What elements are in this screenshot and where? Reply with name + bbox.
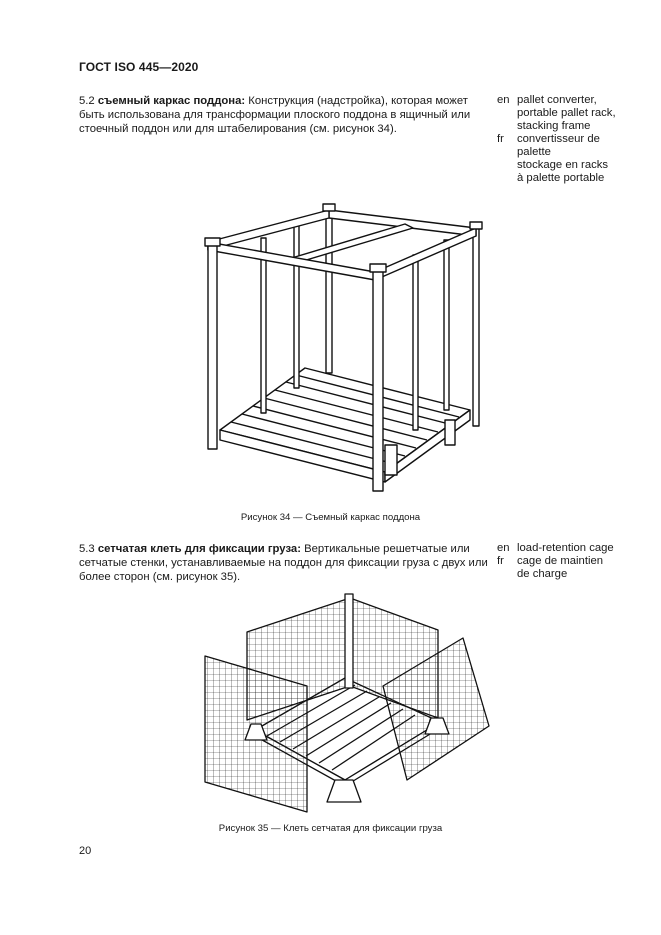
- standard-header: ГОСТ ISO 445—2020: [79, 60, 199, 74]
- translations-5-3: [497, 542, 627, 581]
- en-term: pallet converter,: [517, 94, 597, 106]
- section-number: 5.2: [79, 95, 95, 107]
- lang-code-fr: fr: [497, 555, 504, 567]
- fr-term: cage de maintien de charge: [517, 555, 604, 580]
- figure-34-caption: Рисунок 34 — Съемный каркас поддона: [240, 512, 421, 523]
- figure-34-pallet-converter: [195, 200, 495, 500]
- translation-fr: [497, 555, 627, 581]
- en-term: load-retention cage: [517, 542, 614, 554]
- section-number: 5.3: [79, 543, 95, 555]
- translation-en: [497, 94, 627, 133]
- fr-term: convertisseur de palette: [517, 133, 600, 158]
- lang-code-en: en: [497, 94, 510, 106]
- en-term: portable pallet rack,: [517, 107, 616, 119]
- translation-en: [497, 542, 627, 555]
- lang-code-fr: fr: [497, 133, 504, 145]
- translations-5-2: [497, 94, 627, 185]
- term-name: сетчатая клеть для фиксации груза:: [97, 543, 301, 555]
- en-term: stacking frame: [517, 120, 591, 132]
- term-definition-5-2: [79, 94, 489, 136]
- term-text: Конструкция (надстройка), которая может быть использована для трансформации плоского поддона в ящичный или стоечный поддон или для штабелирования (см. рисунок 34).: [79, 95, 471, 135]
- fr-term: stockage en racks à palette portable: [517, 159, 609, 184]
- page-number: 20: [79, 845, 92, 857]
- term-name: съемный каркас поддона:: [97, 95, 246, 107]
- term-text: Вертикальные решетчатые или сетчатые стенки, устанавливаемые на поддон для фиксации груза с двух или более сторон (см. рисунок 35).: [79, 543, 488, 583]
- term-definition-5-3: [79, 542, 489, 584]
- figure-35-caption: Рисунок 35 — Клеть сетчатая для фиксации груза: [218, 823, 443, 834]
- translation-fr: [497, 133, 627, 185]
- figure-35-load-retention-cage: [195, 590, 495, 820]
- lang-code-en: en: [497, 542, 510, 554]
